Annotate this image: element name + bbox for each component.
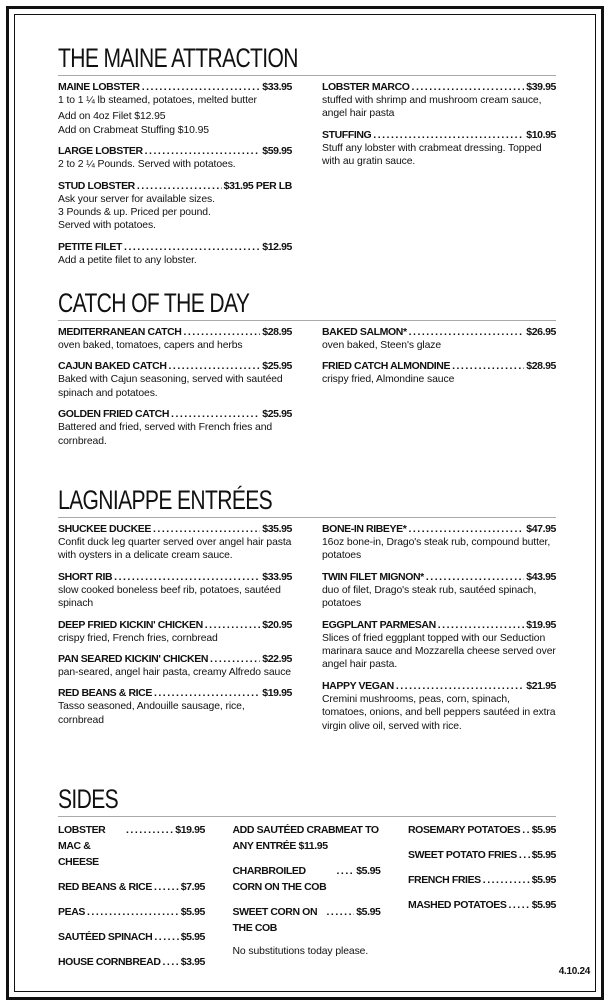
menu-item (322, 81, 556, 121)
item-description: stuffed with shrimp and mushroom cream sauce, angel hair pasta (322, 95, 542, 120)
item-price: $28.95 (526, 360, 556, 373)
divider (58, 517, 556, 518)
menu-item (322, 680, 556, 733)
menu-item (322, 326, 556, 352)
side-item (58, 929, 205, 945)
item-description: Battered and fried, served with French fries and cornbread. (58, 422, 273, 447)
item-description: 2 to 2 ¼ Pounds. Served with potatoes. (58, 159, 236, 171)
section-title: THE MAINE ATTRACTION (58, 43, 298, 73)
item-price: $43.95 (526, 570, 556, 583)
item-name: MASHED POTATOES (408, 899, 507, 911)
item-name: SWEET CORN ON THE COB (232, 906, 318, 934)
side-item (408, 872, 556, 888)
left-column (58, 523, 292, 741)
substitution-note: No substitutions today please. (232, 946, 369, 957)
right-column (322, 81, 556, 275)
menu-item (58, 408, 292, 448)
item-price: $20.95 (262, 618, 292, 631)
item-addon: Add on Crabmeat Stuffing $10.95 (58, 124, 209, 136)
section-lagniappe-entrees (58, 484, 556, 741)
item-name: LOBSTER MAC & CHEESE (58, 824, 106, 868)
item-name: EGGPLANT PARMESAN (322, 618, 436, 631)
item-name: GOLDEN FRIED CATCH (58, 408, 170, 421)
item-price: $47.95 (526, 523, 556, 535)
menu-item (58, 619, 292, 645)
item-name: TWIN FILET MIGNON* (322, 570, 424, 583)
menu-date: 4.10.24 (558, 966, 590, 977)
item-name: PAN SEARED KICKIN' CHICKEN (58, 653, 208, 666)
item-name: PEAS (58, 906, 85, 918)
item-name: MEDITERRANEAN CATCH (58, 326, 182, 338)
item-description: oven baked, Steen's glaze (322, 340, 442, 351)
item-price: $19.95 (175, 824, 205, 836)
item-price: $22.95 (262, 653, 292, 666)
item-price: $5.95 (531, 849, 556, 861)
item-name: FRENCH FRIES (408, 874, 481, 886)
item-description: Cremini mushrooms, peas, corn, spinach, tomatoes, onions, and bell peppers sautéed in extra virgin olive oil, served with rice. (322, 693, 556, 732)
item-description: crispy fried, French fries, cornbread (58, 632, 218, 644)
menu-item (322, 360, 556, 386)
item-price: $31.95 PER LB (223, 179, 292, 192)
menu-item (58, 145, 292, 171)
item-name: ROSEMARY POTATOES (408, 824, 521, 836)
side-item (408, 897, 556, 913)
side-item (408, 822, 556, 838)
item-description: 1 to 1 ¼ lb steamed, potatoes, melted butter (58, 95, 257, 106)
item-name: PETITE FILET (58, 240, 123, 253)
item-price: $25.95 (262, 360, 292, 373)
item-price: $5.95 (356, 906, 381, 918)
menu-item (58, 687, 292, 727)
side-item (233, 904, 381, 936)
section-title: LAGNIAPPE ENTRÉES (58, 485, 273, 515)
item-price: $35.95 (262, 523, 292, 535)
item-price: $3.95 (180, 956, 205, 968)
item-description: Ask your server for available sizes. (58, 193, 215, 205)
item-addon: Add on 4oz Filet $12.95 (58, 111, 166, 123)
item-name: SWEET POTATO FRIES (408, 849, 517, 861)
item-note: Served with potatoes. (58, 220, 156, 232)
menu-item (322, 571, 556, 611)
item-price: $33.95 (262, 570, 292, 583)
menu-item (58, 653, 292, 679)
item-description: Tasso seasoned, Andouille sausage, rice, cornbread (58, 701, 245, 726)
section-title: SIDES (58, 784, 119, 814)
item-name: MAINE LOBSTER (58, 81, 140, 93)
sides-column-3 (408, 822, 556, 979)
menu-item (58, 180, 292, 233)
menu-item (58, 241, 292, 267)
side-item (408, 847, 556, 863)
item-name: ADD SAUTÉED CRABMEAT TO ANY ENTRÉE $11.95 (232, 824, 379, 852)
menu-item (58, 326, 292, 352)
item-note: 3 Pounds & up. Priced per pound. (58, 207, 211, 219)
item-name: HOUSE CORNBREAD (58, 956, 161, 968)
item-price: $12.95 (262, 240, 292, 253)
section-title: CATCH OF THE DAY (58, 288, 250, 318)
item-description: duo of filet, Drago's steak rub, sautéed spinach, potatoes (322, 584, 537, 610)
item-price: $7.95 (180, 881, 205, 893)
item-price: $5.95 (531, 899, 556, 911)
item-description: 16oz bone-in, Drago's steak rub, compound butter, potatoes (322, 537, 551, 562)
menu-item (58, 571, 292, 611)
left-column (58, 81, 292, 275)
item-description: Confit duck leg quarter served over angel hair pasta with oysters in a delicate cream sauce. (58, 537, 292, 562)
sides-column-2 (233, 822, 381, 979)
menu-item (58, 360, 292, 400)
left-column (58, 326, 292, 456)
item-price: $21.95 (526, 679, 556, 692)
item-description: oven baked, tomatoes, capers and herbs (58, 340, 243, 351)
item-name: FRIED CATCH ALMONDINE (322, 360, 451, 373)
item-description: Slices of fried eggplant topped with our Seduction marinara sauce and Mozzarella cheese served over angel hair pasta. (322, 632, 556, 671)
side-item (58, 822, 205, 870)
menu-item (58, 81, 292, 137)
item-name: RED BEANS & RICE (58, 881, 152, 893)
item-name: CHARBROILED CORN ON THE COB (232, 865, 327, 893)
item-price: $5.95 (180, 931, 205, 943)
item-price: $59.95 (262, 145, 292, 158)
item-name: BAKED SALMON* (322, 326, 407, 338)
right-column (322, 523, 556, 741)
item-price: $5.95 (356, 865, 381, 877)
item-name: SAUTÉED SPINACH (58, 931, 153, 943)
section-maine-attraction (58, 42, 556, 275)
menu-item (322, 619, 556, 672)
item-name: SHORT RIB (58, 570, 113, 583)
menu-item (58, 523, 292, 563)
divider (58, 816, 556, 817)
sides-column-1 (58, 822, 205, 979)
item-name: STUD LOBSTER (58, 179, 135, 192)
right-column (322, 326, 556, 456)
item-description: Stuff any lobster with crabmeat dressing. Topped with au gratin sauce. (322, 142, 542, 168)
item-description: crispy fried, Almondine sauce (322, 374, 455, 386)
item-price: $19.95 (526, 618, 556, 631)
item-name: BONE-IN RIBEYE* (322, 523, 407, 535)
item-name: STUFFING (322, 128, 372, 141)
menu-item (322, 129, 556, 169)
item-price: $19.95 (262, 687, 292, 700)
item-description: pan-seared, angel hair pasta, creamy Alfredo sauce (58, 667, 291, 679)
side-item (233, 863, 381, 895)
item-name: SHUCKEE DUCKEE (58, 523, 151, 535)
item-name: CAJUN BAKED CATCH (58, 360, 167, 373)
item-description: slow cooked boneless beef rib, potatoes, sautéed spinach (58, 584, 281, 610)
divider (58, 320, 556, 321)
item-price: $5.95 (180, 906, 205, 918)
side-item (58, 904, 205, 920)
item-price: $26.95 (526, 326, 556, 338)
item-name: RED BEANS & RICE (58, 687, 152, 700)
item-price: $28.95 (262, 326, 292, 338)
item-name: DEEP FRIED KICKIN' CHICKEN (58, 618, 203, 631)
side-item (58, 954, 205, 970)
item-price: $10.95 (526, 128, 556, 141)
side-item (233, 822, 381, 854)
item-name: LOBSTER MARCO (322, 81, 410, 93)
item-name: LARGE LOBSTER (58, 145, 143, 158)
item-description: Add a petite filet to any lobster. (58, 254, 197, 266)
item-price: $39.95 (526, 81, 556, 93)
item-price: $25.95 (262, 408, 292, 421)
item-price: $5.95 (531, 874, 556, 886)
item-name: HAPPY VEGAN (322, 679, 394, 692)
item-price: $5.95 (531, 824, 556, 836)
section-sides (58, 783, 556, 979)
divider (58, 75, 556, 76)
menu-item (322, 523, 556, 563)
item-price: $33.95 (262, 81, 292, 93)
side-item (58, 879, 205, 895)
section-catch-of-the-day (58, 287, 556, 456)
item-description: Baked with Cajun seasoning, served with sautéed spinach and potatoes. (58, 374, 283, 399)
